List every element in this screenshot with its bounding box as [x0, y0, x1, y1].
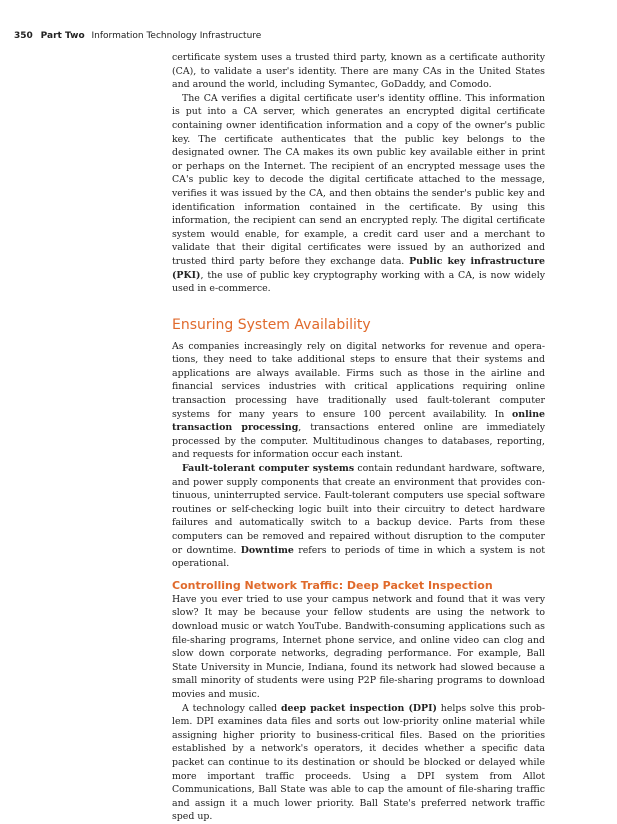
key-term-fault-tolerant: Fault-tolerant computer systems [182, 463, 355, 475]
key-term-online-transaction-processing: online transaction processing [172, 408, 546, 434]
paragraph-text: Have you ever tried to use your campus network and found that it was very slow? It may be because your fellow students are using the network to download music or watch YouTube. Bandwith-consuming applications such as file-sharing programs, Internet phone service, and online video can clog and slow down corporate networks, degrading performance. For example, Ball State University in Muncie, Indiana, found its network had slowed because a small minority of students were using P2P file-sharing programs to download movies and music. [172, 593, 545, 700]
paragraph-text: A technology called [182, 702, 281, 714]
paragraph-text: helps solve this problem. DPI examines data files and sorts out low-priority online material while assigning higher priority to business-critical files. Based on the priorities established by a network's operators, it decides whether a specific data packet can continue to its destination or should be blocked or delayed while more important traffic proceeds. Using a DPI system from Allot Communications, Ball State was able to cap the amount of file-sharing traffic and assign it a much lower priority. Ball State's preferred network traffic sped up. [172, 702, 546, 823]
paragraph-text: The CA verifies a digital certificate user's identity offline. This information is put into a CA server, which generates an encrypted digital certificate containing owner identification information and a copy of the owner's public key. The certificate authenticates that the public key belongs to the designated owner. The CA makes its own public key available either in print or perhaps on the Internet. The recipient of an encrypted message uses the CA's public key to decode the digital certificate attached to the message, verifies it was issued by the CA, and then obtains the sender's public key and identification information contained in the certificate. By using this information, the recipient can send an encrypted reply. The digital certificate system would enable, for example, a credit card user and a merchant to validate that their digital certificates were issued by an authorized and trusted third party before they exchange data. [172, 92, 545, 267]
paragraph-text: , the use of public key cryptography working with a CA, is now widely used in e-commerce. [172, 269, 545, 295]
key-term-dpi: deep packet inspection (DPI) [281, 702, 437, 714]
paragraph-ca-verification [172, 92, 545, 296]
paragraph-certificate-system [172, 51, 545, 92]
paragraph-network-traffic [172, 593, 545, 702]
running-head [14, 31, 261, 41]
paragraph-fault-tolerant [172, 462, 545, 571]
paragraph-text: As companies increasingly rely on digital networks for revenue and operations, they need to take additional steps to ensure that their systems and applications are always available. Firms such as those in the airline and financial services industries with critical applications requiring online transaction processing have traditionally used fault-tolerant computer systems for many years to ensure 100 percent availability. In [172, 340, 545, 420]
paragraph-text: contain redundant hardware, software, and power supply components that create an environment that provides continuous, uninterrupted service. Fault-tolerant computers use special software routines or self-checking logic built into their circuitry to detect hardware failures and automatically switch to a backup device. Parts from these computers can be removed and repaired without disruption to the computer or downtime. [172, 463, 545, 556]
paragraph-dpi [172, 702, 545, 824]
paragraph-text: , transactions entered online are immediately processed by the computer. Multitudinous changes to databases, reporting, and requests for information occur each instant. [172, 422, 545, 461]
part-title: Information Technology Infrastructure [91, 31, 262, 41]
subsection-heading: Controlling Network Traffic: Deep Packet Inspection [172, 578, 493, 592]
paragraph-text: certificate system uses a trusted third party, known as a certificate authority (CA), to validate a user's identity. There are many CAs in the United States and around the world, including Symantec, GoDaddy, and Comodo. [172, 52, 545, 91]
page-number: 350 [14, 31, 33, 41]
body-column [172, 51, 545, 824]
section-heading: Ensuring System Availability [172, 316, 371, 333]
part-label: Part Two [40, 31, 85, 41]
key-term-pki: Public key infrastructure (PKI) [172, 255, 545, 281]
paragraph-availability [172, 340, 545, 462]
paragraph-text: refers to periods of time in which a system is not operational. [172, 544, 545, 570]
key-term-downtime: Downtime [240, 544, 294, 556]
